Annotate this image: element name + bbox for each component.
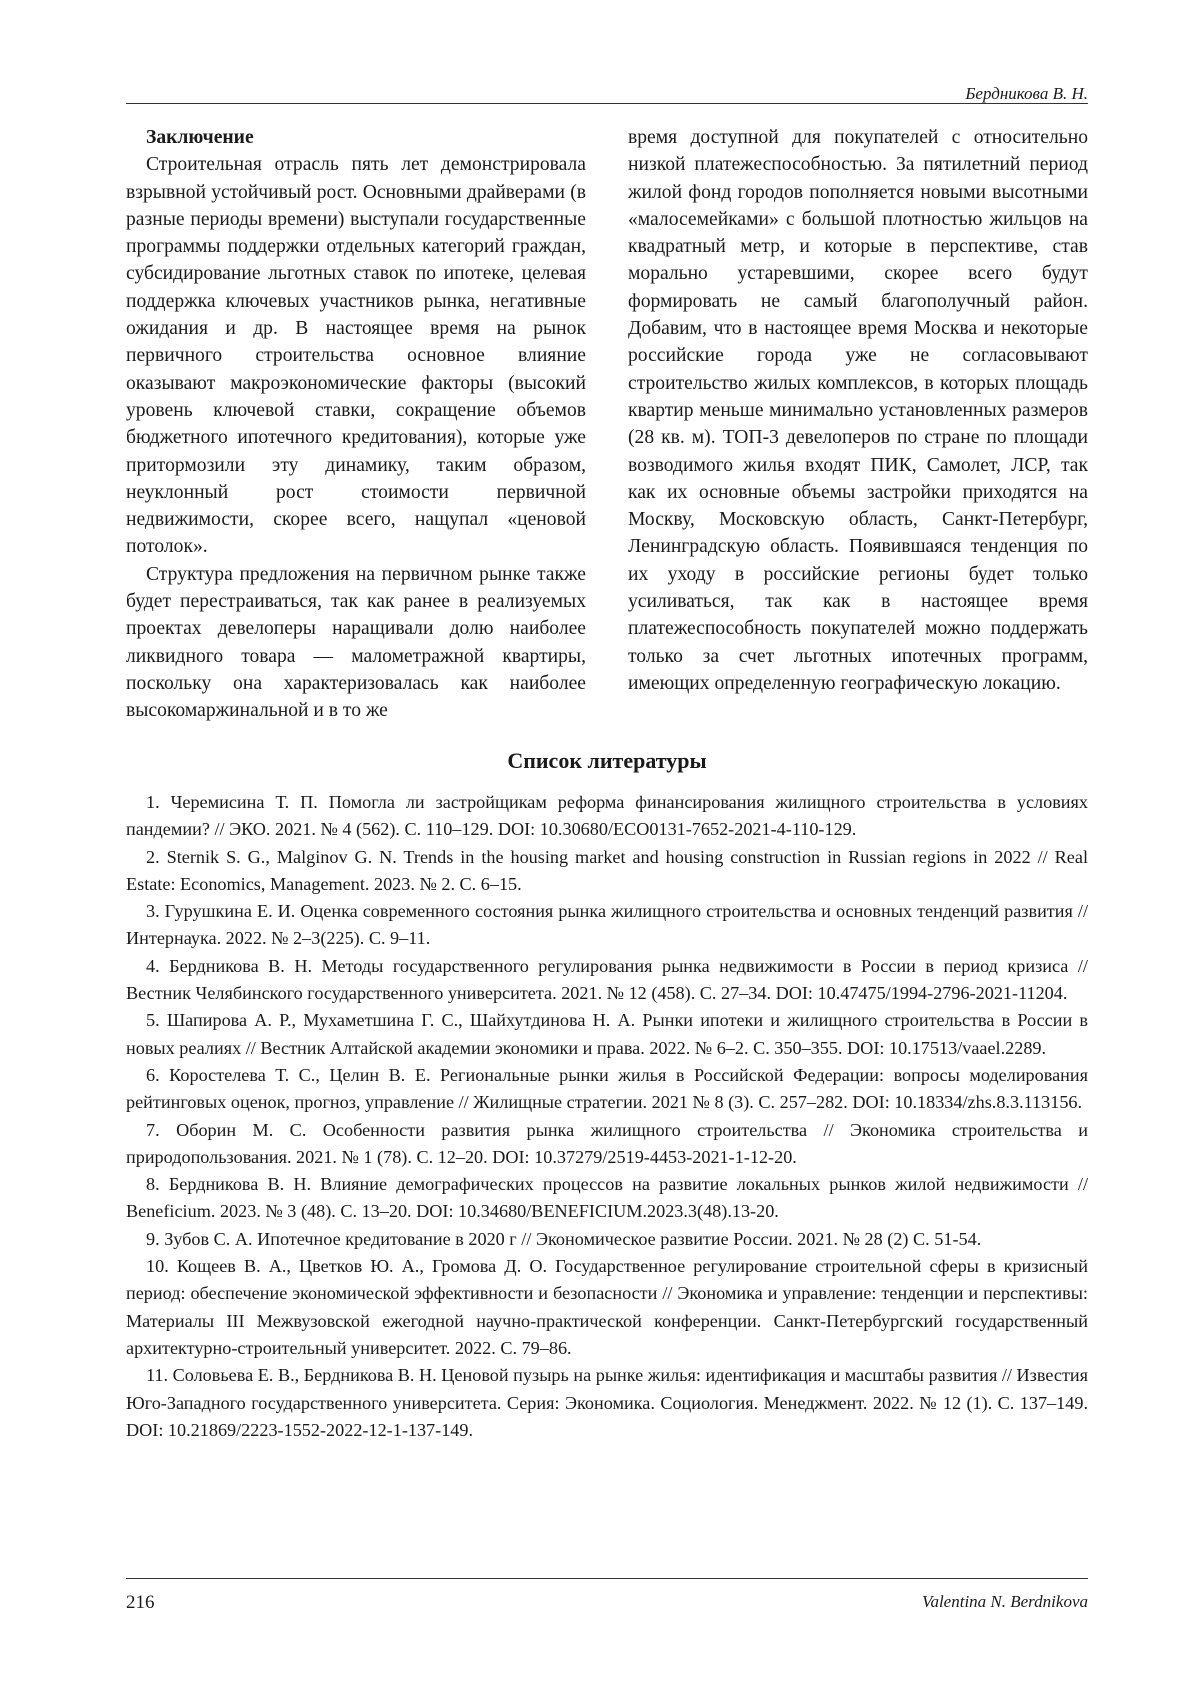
references-list — [126, 789, 1088, 1444]
reference-item: 4. Бердникова В. Н. Методы государственного регулирования рынка недвижимости в России в период кризиса // Вестник Челябинского государственного университета. 2021. № 12 (458). С. 27–34. DOI: 10.47475/1994-2796-2021-11204. — [126, 955, 1088, 1004]
reference-item: 1. Черемисина Т. П. Помогла ли застройщикам реформа финансирования жилищного строительства в условиях пандемии? // ЭКО. 2021. № 4 (562). С. 110–129. DOI: 10.30680/ECO0131-7652-2021-4-110-129. — [126, 792, 1088, 840]
reference-item: 8. Бердникова В. Н. Влияние демографических процессов на развитие локальных рынков жилой недвижимости // Beneficium. 2023. № 3 (48). С. 13–20. DOI: 10.34680/BENEFICIUM.2023.3(48).13-20. — [126, 1174, 1088, 1222]
page-number: 216 — [126, 1592, 155, 1613]
reference-item: 10. Кощеев В. А., Цветков Ю. А., Громова Д. О. Государственное регулирование строительной сферы в кризисный период: обеспечение экономической эффективности и безопасности // Экономика и управление: тенденции и перспективы: Материалы III Межвузовской ежегодной научно-практической конференции. Санкт-Петербургский государственный архитектурно-строительный университет. 2022. С. 79–86. — [126, 1256, 1088, 1358]
paragraph: время доступной для покупателей с относительно низкой платежеспособностью. За пятилетний период жилой фонд городов пополняется новыми высотными «малосемейками» с большой плотностью жильцов на квадратный метр, и которые в перспективе, став морально устаревшими, скорее всего будут формировать не самый благополучный район. Добавим, что в настоящее время Москва и некоторые российские города уже не согласовывают строительство жилых комплексов, в которых площадь квартир меньше минимально установленных размеров (28 кв. м). ТОП-3 девелоперов по стране по площади возводимого жилья входят ПИК, Самолет, ЛСР, так как их основные объемы застройки приходятся на Москву, Московскую область, Санкт-Петербург, Ленинградскую область. Появившаяся тенденция по их уходу в российские регионы будет только усиливаться, так как в настоящее время платежеспособность покупателей можно поддержать только за счет льготных ипотечных программ, имеющих определенную географическую локацию. — [628, 127, 1088, 694]
running-header-author: Бердникова В. Н. — [965, 84, 1088, 103]
reference-item: 7. Оборин М. С. Особенности развития рынка жилищного строительства // Экономика строительства и природопользования. 2021. № 1 (78). С. 12–20. DOI: 10.37279/2519-4453-2021-1-12-20. — [126, 1119, 1088, 1167]
conclusion-heading: Заключение — [146, 127, 254, 148]
footer-author: Valentina N. Berdnikova — [921, 1592, 1088, 1611]
right-column — [628, 124, 1088, 725]
reference-item: 2. Sternik S. G., Malginov G. N. Trends in the housing market and housing construction in Russian regions in 2022 // Real Estate: Economics, Management. 2023. № 2. С. 6–15. — [126, 846, 1088, 894]
references-title: Список литературы — [507, 748, 707, 773]
reference-item: 11. Соловьева Е. В., Бердникова В. Н. Ценовой пузырь на рынке жилья: идентификация и масштабы развития // Известия Юго-Западного государственного университета. Серия: Экономика. Социология. Менеджмент. 2022. № 12 (1). С. 137–149. DOI: 10.21869/2223-1552-2022-12-1-137-149. — [126, 1365, 1088, 1440]
footer-rule — [126, 1578, 1088, 1579]
reference-item: 9. Зубов С. А. Ипотечное кредитование в 2020 г // Экономическое развитие России. 2021. № 28 (2) С. 51-54. — [146, 1228, 982, 1249]
reference-item: 6. Коростелева Т. С., Целин В. Е. Региональные рынки жилья в Российской Федерации: вопросы моделирования рейтинговых оценок, прогноз, управление // Жилищные стратегии. 2021 № 8 (3). С. 257–282. DOI: 10.18334/zhs.8.3.113156. — [126, 1064, 1088, 1113]
reference-item: 5. Шапирова А. Р., Мухаметшина Г. С., Шайхутдинова Н. А. Рынки ипотеки и жилищного строительства в России в новых реалиях // Вестник Алтайской академии экономики и права. 2022. № 6–2. С. 350–355. DOI: 10.17513/vaael.2289. — [126, 1010, 1088, 1058]
paragraph: Структура предложения на первичном рынке также будет перестраиваться, так как ранее в реализуемых проектах девелоперы наращивали долю наиболее ликвидного товара — малометражной квартиры, поскольку она характеризовалась как наиболее высокомаржинальной и в то же — [126, 563, 586, 722]
paragraph: Строительная отрасль пять лет демонстрировала взрывной устойчивый рост. Основными драйверами (в разные периоды времени) выступали государственные программы поддержки отдельных категорий граждан, субсидирование льготных ставок по ипотеке, целевая поддержка ключевых участников рынка, негативные ожидания и др. В настоящее время на рынок первичного строительства основное влияние оказывают макроэкономические факторы (высокий уровень ключевой ставки, сокращение объемов бюджетного ипотечного кредитования), которые уже притормозили эту динамику, таким образом, неуклонный рост стоимости первичной недвижимости, скорее всего, нащупал «ценовой потолок». — [126, 154, 586, 558]
header-rule — [126, 103, 1088, 104]
reference-item: 3. Гурушкина Е. И. Оценка современного состояния рынка жилищного строительства и основных тенденций развития // Интернаука. 2022. № 2–3(225). С. 9–11. — [126, 901, 1088, 949]
two-column-body — [126, 124, 1088, 725]
journal-page — [126, 0, 1088, 1697]
left-column — [126, 124, 586, 725]
